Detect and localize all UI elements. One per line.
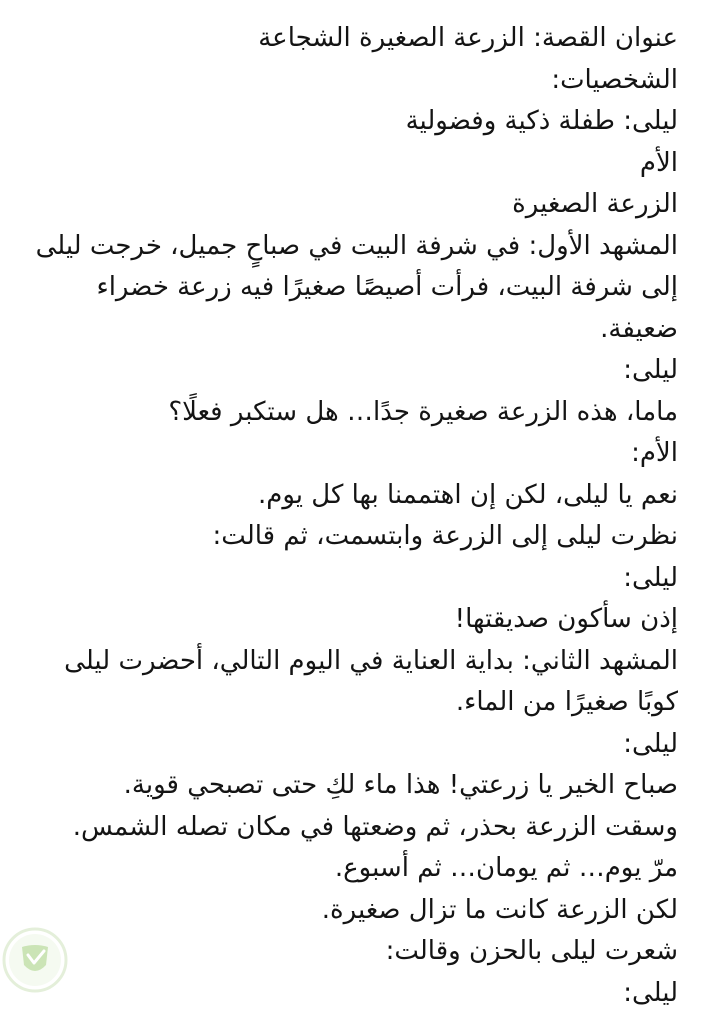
dialogue-line: صباح الخير يا زرعتي! هذا ماء لكِ حتى تصبحي قوية.: [18, 765, 678, 807]
dialogue-line: نعم يا ليلى، لكن إن اهتممنا بها كل يوم.: [18, 475, 678, 517]
narration-line: نظرت ليلى إلى الزرعة وابتسمت، ثم قالت:: [18, 516, 678, 558]
speaker-laila: ليلى:: [18, 724, 678, 766]
scene-two-paragraph: المشهد الثاني: بداية العناية في اليوم التالي، أحضرت ليلى كوبًا صغيرًا من الماء.: [18, 641, 678, 724]
speaker-laila: ليلى:: [18, 350, 678, 392]
story-text: [18, 18, 678, 1014]
characters-heading: الشخصيات:: [18, 60, 678, 102]
dialogue-line: إذن سأكون صديقتها!: [18, 599, 678, 641]
speaker-mother: الأم:: [18, 433, 678, 475]
scene-one-paragraph: المشهد الأول: في شرفة البيت في صباحٍ جميل، خرجت ليلى إلى شرفة البيت، فرأت أصيصًا صغيرًا فيه زرعة خضراء ضعيفة.: [18, 226, 678, 351]
narration-line: لكن الزرعة كانت ما تزال صغيرة.: [18, 890, 678, 932]
story-title: عنوان القصة: الزرعة الصغيرة الشجاعة: [18, 18, 678, 60]
dialogue-line: ماما، هذه الزرعة صغيرة جدًا… هل ستكبر فعلًا؟: [18, 392, 678, 434]
character-mother: الأم: [18, 143, 678, 185]
narration-line: شعرت ليلى بالحزن وقالت:: [18, 931, 678, 973]
narration-line: مرّ يوم… ثم يومان… ثم أسبوع.: [18, 848, 678, 890]
leaf-shield-logo-icon: [0, 925, 70, 995]
character-plant: الزرعة الصغيرة: [18, 184, 678, 226]
speaker-laila: ليلى:: [18, 558, 678, 600]
narration-line: وسقت الزرعة بحذر، ثم وضعتها في مكان تصله الشمس.: [18, 807, 678, 849]
character-laila: ليلى: طفلة ذكية وفضولية: [18, 101, 678, 143]
speaker-laila: ليلى:: [18, 973, 678, 1014]
